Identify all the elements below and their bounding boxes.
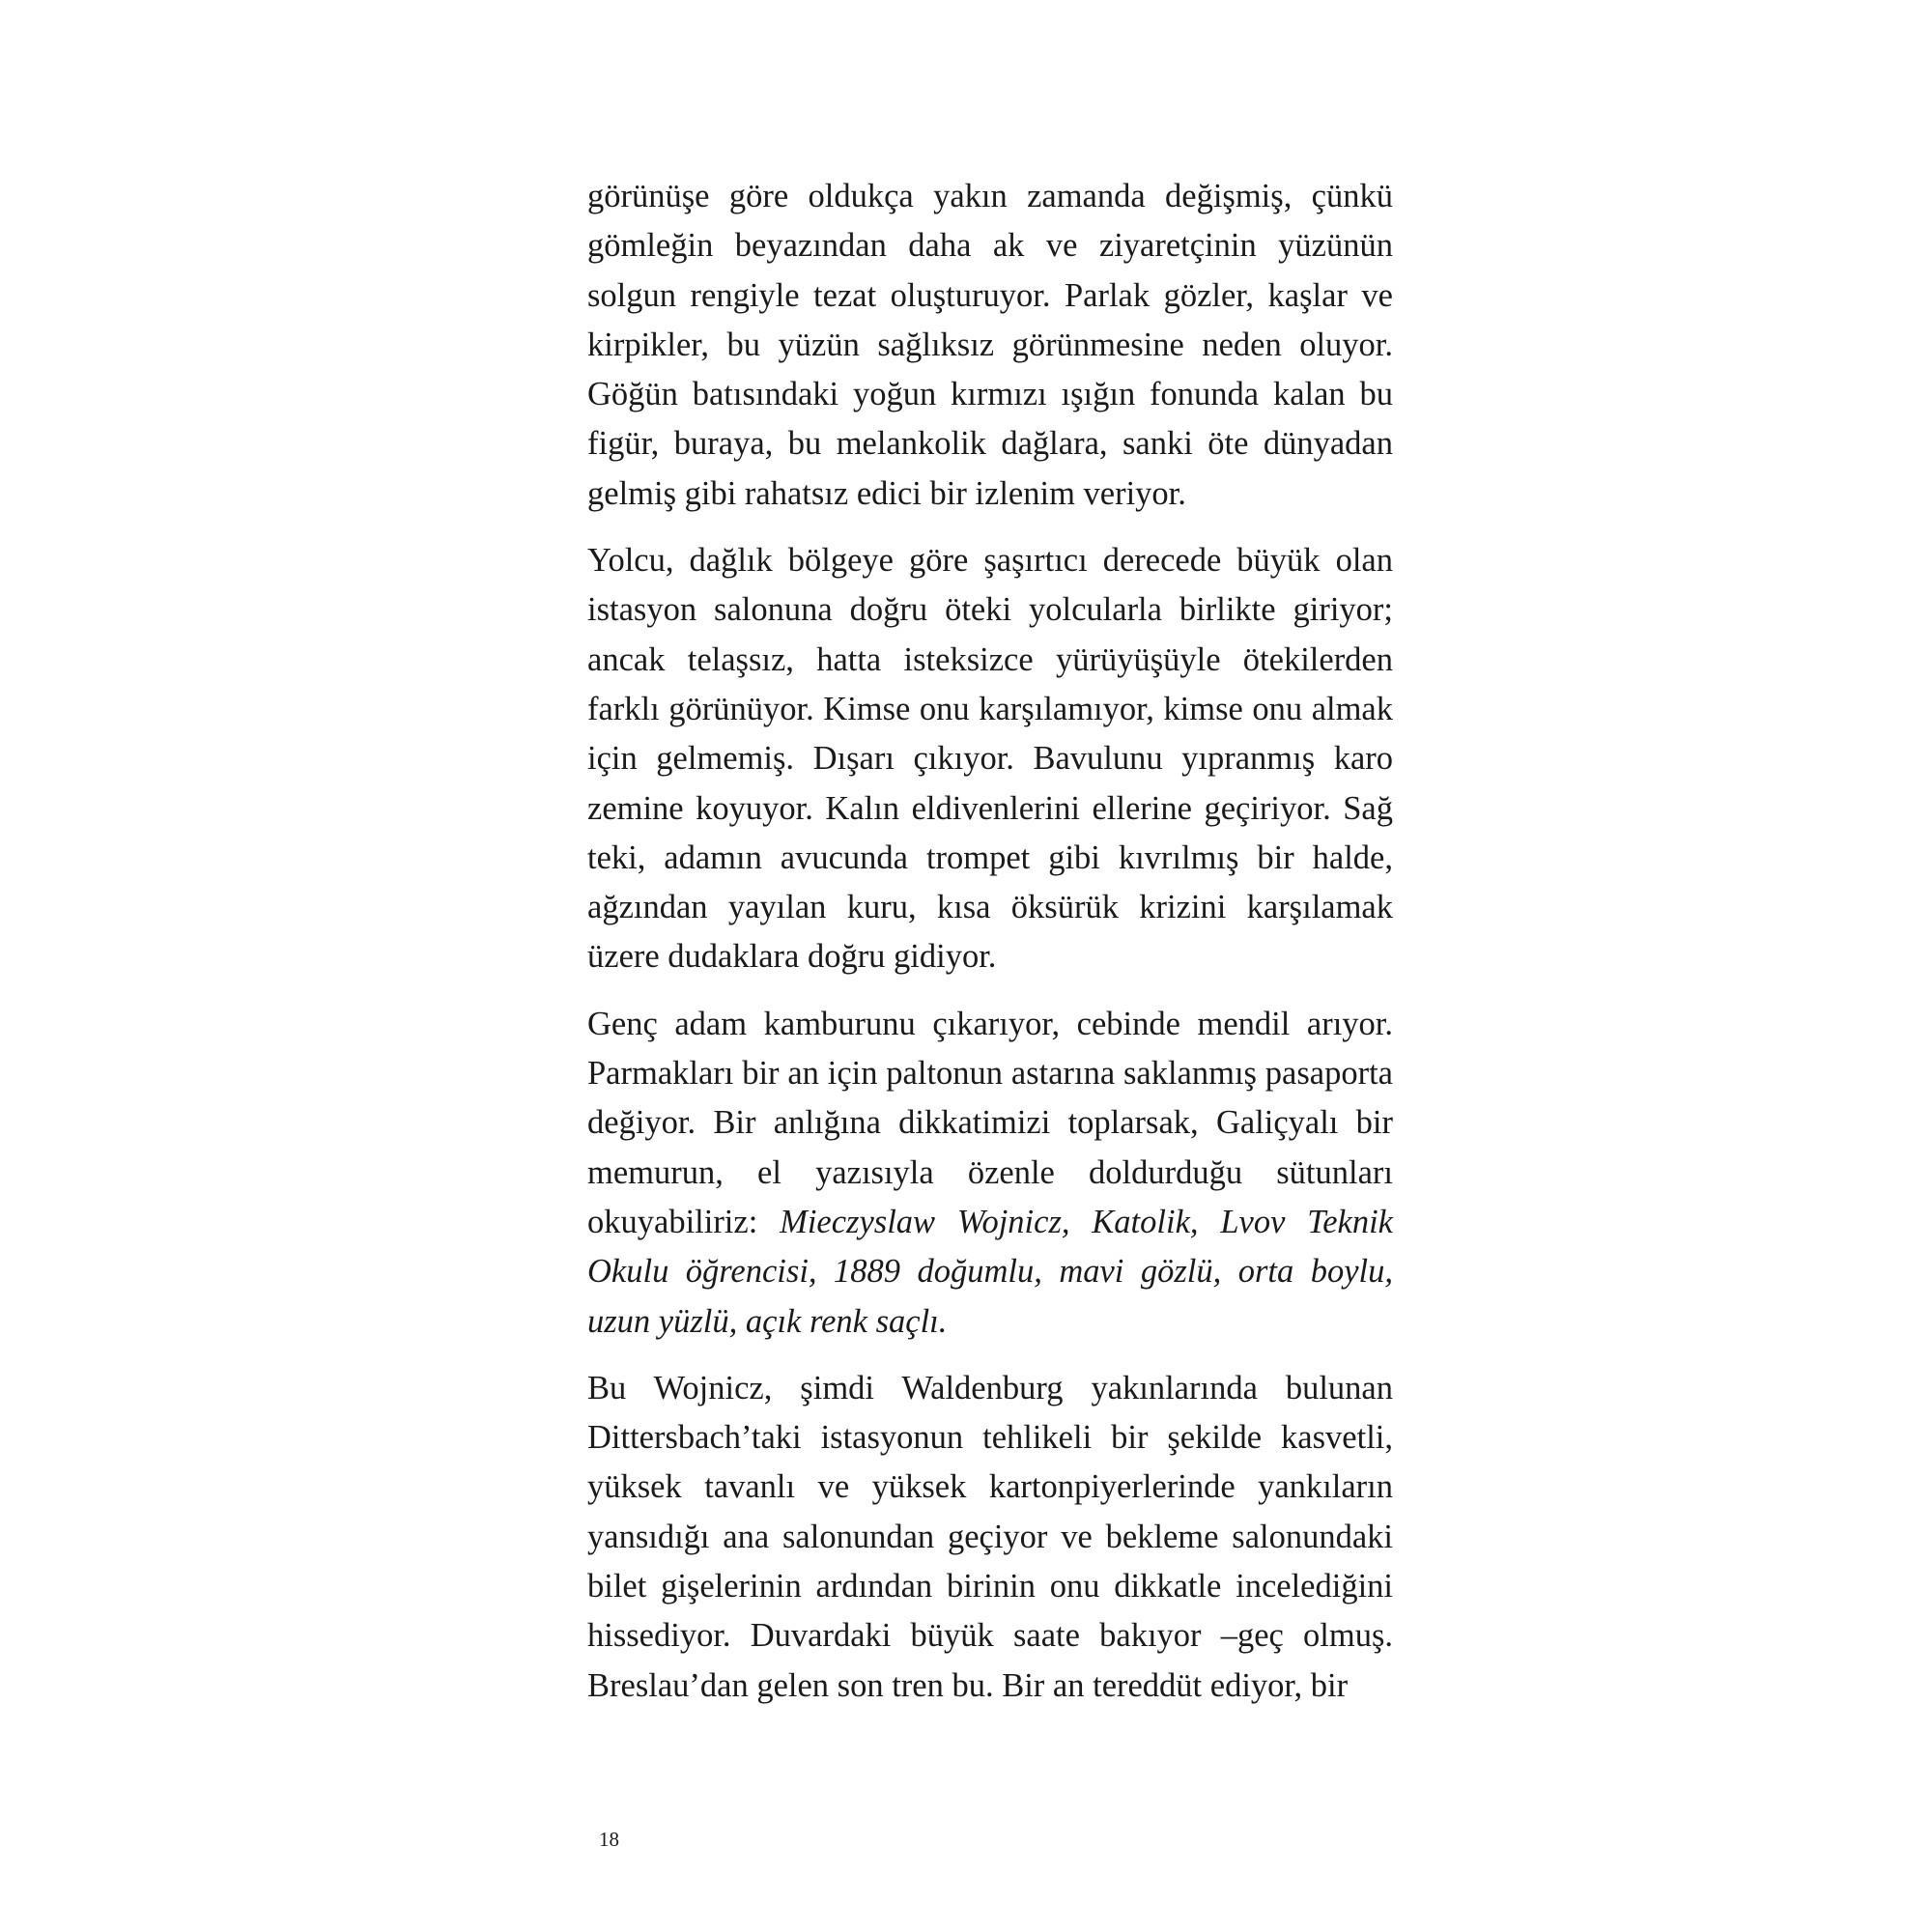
body-text: [587, 172, 1393, 1728]
paragraph-1: görünüşe göre oldukça yakın zamanda değişmiş, çünkü gömleğin beyazından daha ak ve ziyaretçinin yüzünün solgun rengiyle tezat oluşturuyor. Parlak gözler, kaşlar ve kirpikler, bu yüzün sağlıksız görünmesine neden oluyor. Göğün batısındaki yoğun kırmızı ışığın fonunda kalan bu figür, buraya, bu melankolik dağlara, sanki öte dünyadan gelmiş gibi rahatsız edici bir izlenim veriyor.: [587, 178, 1393, 512]
passport-details-italic: Mieczyslaw Wojnicz, Katolik, Lvov Teknik Okulu öğrencisi, 1889 doğumlu, mavi gözlü, orta boylu, uzun yüzlü, açık renk saçlı.: [587, 1203, 1393, 1340]
page-number: 18: [599, 1828, 619, 1851]
paragraph-2: Yolcu, dağlık bölgeye göre şaşırtıcı derecede büyük olan istasyon salonuna doğru öteki yolcularla birlikte giriyor; ancak telaşsız, hatta isteksizce yürüyüşüyle ötekilerden farklı görünüyor. Kimse onu karşılamıyor, kimse onu almak için gelmemiş. Dışarı çıkıyor. Bavulunu yıpranmış karo zemine koyuyor. Kalın eldivenlerini ellerine geçiriyor. Sağ teki, adamın avucunda trompet gibi kıvrılmış bir halde, ağzından yayılan kuru, kısa öksürük krizini karşılamak üzere dudaklara doğru gidiyor.: [587, 542, 1393, 976]
paragraph-4: Bu Wojnicz, şimdi Waldenburg yakınlarında bulunan Dittersbach’taki istasyonun tehlikeli bir şekilde kasvetli, yüksek tavanlı ve yüksek kartonpiyerlerinde yankıların yansıdığı ana salonundan geçiyor ve bekleme salonundaki bilet gişelerinin ardından birinin onu dikkatle incelediğini hissediyor. Duvardaki büyük saate bakıyor –geç olmuş. Breslau’dan gelen son tren bu. Bir an tereddüt ediyor, bir: [587, 1369, 1393, 1704]
paragraph-3-text: Genç adam kamburunu çıkarıyor, cebinde mendil arıyor. Parmakları bir an için paltonun astarına saklanmış pasaporta değiyor. Bir anlığına dikkatimizi toplarsak, Galiçyalı bir memurun, el yazısıyla özenle doldurduğu sütunları okuyabiliriz:: [587, 1005, 1393, 1240]
paragraph-3: [587, 1000, 1393, 1347]
